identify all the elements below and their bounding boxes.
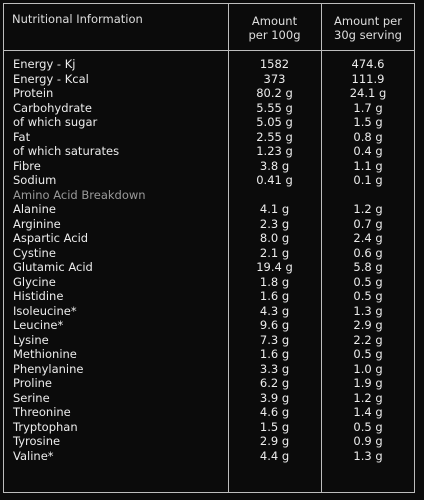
value-per-serving: 0.1 g <box>353 173 383 187</box>
table-row <box>0 260 424 275</box>
nutrient-name: Aspartic Acid <box>13 231 89 245</box>
nutrient-name: Carbohydrate <box>13 100 92 115</box>
column-header-per-serving <box>321 14 415 42</box>
value-per-100g: 3.9 g <box>259 390 290 405</box>
table-title: Nutritional Information <box>12 12 143 26</box>
value-per-serving: 0.5 g <box>353 274 383 289</box>
value-per-serving: 2.4 g <box>353 231 383 245</box>
column-header-per-100g <box>228 14 321 42</box>
value-per-100g: 4.6 g <box>259 405 290 419</box>
section-heading-row <box>0 188 424 203</box>
header-divider <box>3 50 415 51</box>
table-row <box>0 246 424 261</box>
nutrient-name: Protein <box>13 86 54 100</box>
nutrient-name: Histidine <box>13 289 64 303</box>
value-per-serving: 1.2 g <box>353 390 383 405</box>
table-row <box>0 289 424 304</box>
table-row <box>0 391 424 406</box>
nutrient-name: Phenylanine <box>13 361 84 376</box>
value-per-100g: 5.55 g <box>256 100 293 115</box>
table-row <box>0 144 424 159</box>
value-per-serving: 0.5 g <box>353 419 383 434</box>
value-per-100g: 6.2 g <box>259 376 290 390</box>
table-row <box>0 304 424 319</box>
value-per-100g: 8.0 g <box>259 231 290 245</box>
nutrition-rows <box>0 57 424 463</box>
value-per-100g: 9.6 g <box>259 318 290 332</box>
nutrient-name: Cystine <box>13 245 56 260</box>
nutrient-name: Energy - Kj <box>13 57 76 71</box>
value-per-serving: 111.9 <box>351 71 385 86</box>
table-row <box>0 101 424 116</box>
table-row <box>0 159 424 174</box>
value-per-serving: 24.1 g <box>349 86 387 100</box>
value-per-100g: 4.3 g <box>259 303 290 318</box>
table-row <box>0 57 424 72</box>
value-per-100g: 5.05 g <box>256 115 293 129</box>
nutrient-name: Amino Acid Breakdown <box>13 187 146 202</box>
nutrient-name: Glutamic Acid <box>13 260 93 274</box>
value-per-100g: 1.6 g <box>259 289 290 303</box>
value-per-serving: 1.0 g <box>353 361 383 376</box>
value-per-serving: 474.6 <box>351 57 385 71</box>
value-per-100g: 7.3 g <box>259 332 290 347</box>
value-per-100g: 4.4 g <box>259 448 290 463</box>
nutrient-name: Leucine* <box>13 318 64 332</box>
value-per-100g: 1.5 g <box>259 419 290 434</box>
nutrient-name: Energy - Kcal <box>13 71 89 86</box>
value-per-serving: 1.9 g <box>353 376 383 390</box>
column-header-line: per 100g <box>248 28 301 42</box>
value-per-serving: 0.5 g <box>353 289 383 303</box>
value-per-100g: 2.9 g <box>259 434 290 448</box>
nutrient-name: Threonine <box>13 405 71 419</box>
value-per-serving: 0.5 g <box>353 347 383 361</box>
value-per-100g: 4.1 g <box>259 202 290 216</box>
table-row <box>0 115 424 130</box>
nutrient-name: Tyrosine <box>13 434 61 448</box>
nutrient-name: of which sugar <box>13 115 98 129</box>
value-per-100g: 3.3 g <box>259 361 290 376</box>
nutrient-name: Isoleucine* <box>13 303 77 318</box>
value-per-100g: 2.3 g <box>259 216 290 231</box>
value-per-serving: 1.2 g <box>353 202 383 216</box>
column-header-line: Amount per <box>334 14 402 28</box>
value-per-100g: 19.4 g <box>256 260 293 274</box>
nutrient-name: Fat <box>13 129 31 144</box>
nutrient-name: Tryptophan <box>13 419 78 434</box>
value-per-100g: 1.23 g <box>256 144 293 158</box>
table-row <box>0 231 424 246</box>
nutrient-name: Arginine <box>13 216 61 231</box>
value-per-serving: 1.5 g <box>353 115 383 129</box>
table-row <box>0 333 424 348</box>
table-row <box>0 434 424 449</box>
value-per-100g: 80.2 g <box>256 86 293 100</box>
nutrient-name: Methionine <box>13 347 77 361</box>
table-row <box>0 347 424 362</box>
table-row <box>0 420 424 435</box>
nutrient-name: Fibre <box>13 158 41 173</box>
table-row <box>0 318 424 333</box>
value-per-serving: 0.8 g <box>353 129 383 144</box>
value-per-100g: 3.8 g <box>259 158 290 173</box>
nutrient-name: Glycine <box>13 274 56 289</box>
value-per-serving: 1.4 g <box>353 405 383 419</box>
nutrient-name: Serine <box>13 390 50 405</box>
table-row <box>0 202 424 217</box>
table-row <box>0 449 424 464</box>
column-header-line: 30g serving <box>334 28 402 42</box>
value-per-serving: 1.7 g <box>353 100 383 115</box>
value-per-100g: 2.1 g <box>259 245 290 260</box>
value-per-serving: 2.9 g <box>353 318 383 332</box>
value-per-100g: 1.6 g <box>259 347 290 361</box>
nutrient-name: Lysine <box>13 332 49 347</box>
nutrient-name: Valine* <box>13 448 54 463</box>
table-row <box>0 86 424 101</box>
value-per-100g: 0.41 g <box>256 173 293 187</box>
value-per-serving: 2.2 g <box>353 332 383 347</box>
value-per-serving: 0.6 g <box>353 245 383 260</box>
value-per-serving: 1.3 g <box>353 448 383 463</box>
table-row <box>0 130 424 145</box>
value-per-serving: 0.4 g <box>353 144 383 158</box>
nutrient-name: Sodium <box>13 173 57 187</box>
value-per-100g: 1.8 g <box>259 274 290 289</box>
value-per-serving: 1.1 g <box>353 158 383 173</box>
table-row <box>0 217 424 232</box>
value-per-serving: 0.7 g <box>353 216 383 231</box>
table-row <box>0 405 424 420</box>
value-per-serving: 0.9 g <box>353 434 383 448</box>
value-per-100g: 373 <box>263 71 286 86</box>
nutrient-name: of which saturates <box>13 144 120 158</box>
value-per-serving: 5.8 g <box>353 260 383 274</box>
value-per-serving: 1.3 g <box>353 303 383 318</box>
table-row <box>0 72 424 87</box>
table-row <box>0 275 424 290</box>
table-row <box>0 173 424 188</box>
nutrient-name: Proline <box>13 376 52 390</box>
value-per-100g: 2.55 g <box>256 129 293 144</box>
value-per-100g: 1582 <box>259 57 290 71</box>
table-row <box>0 362 424 377</box>
table-row <box>0 376 424 391</box>
column-header-line: Amount <box>251 14 298 28</box>
nutrient-name: Alanine <box>13 202 56 216</box>
